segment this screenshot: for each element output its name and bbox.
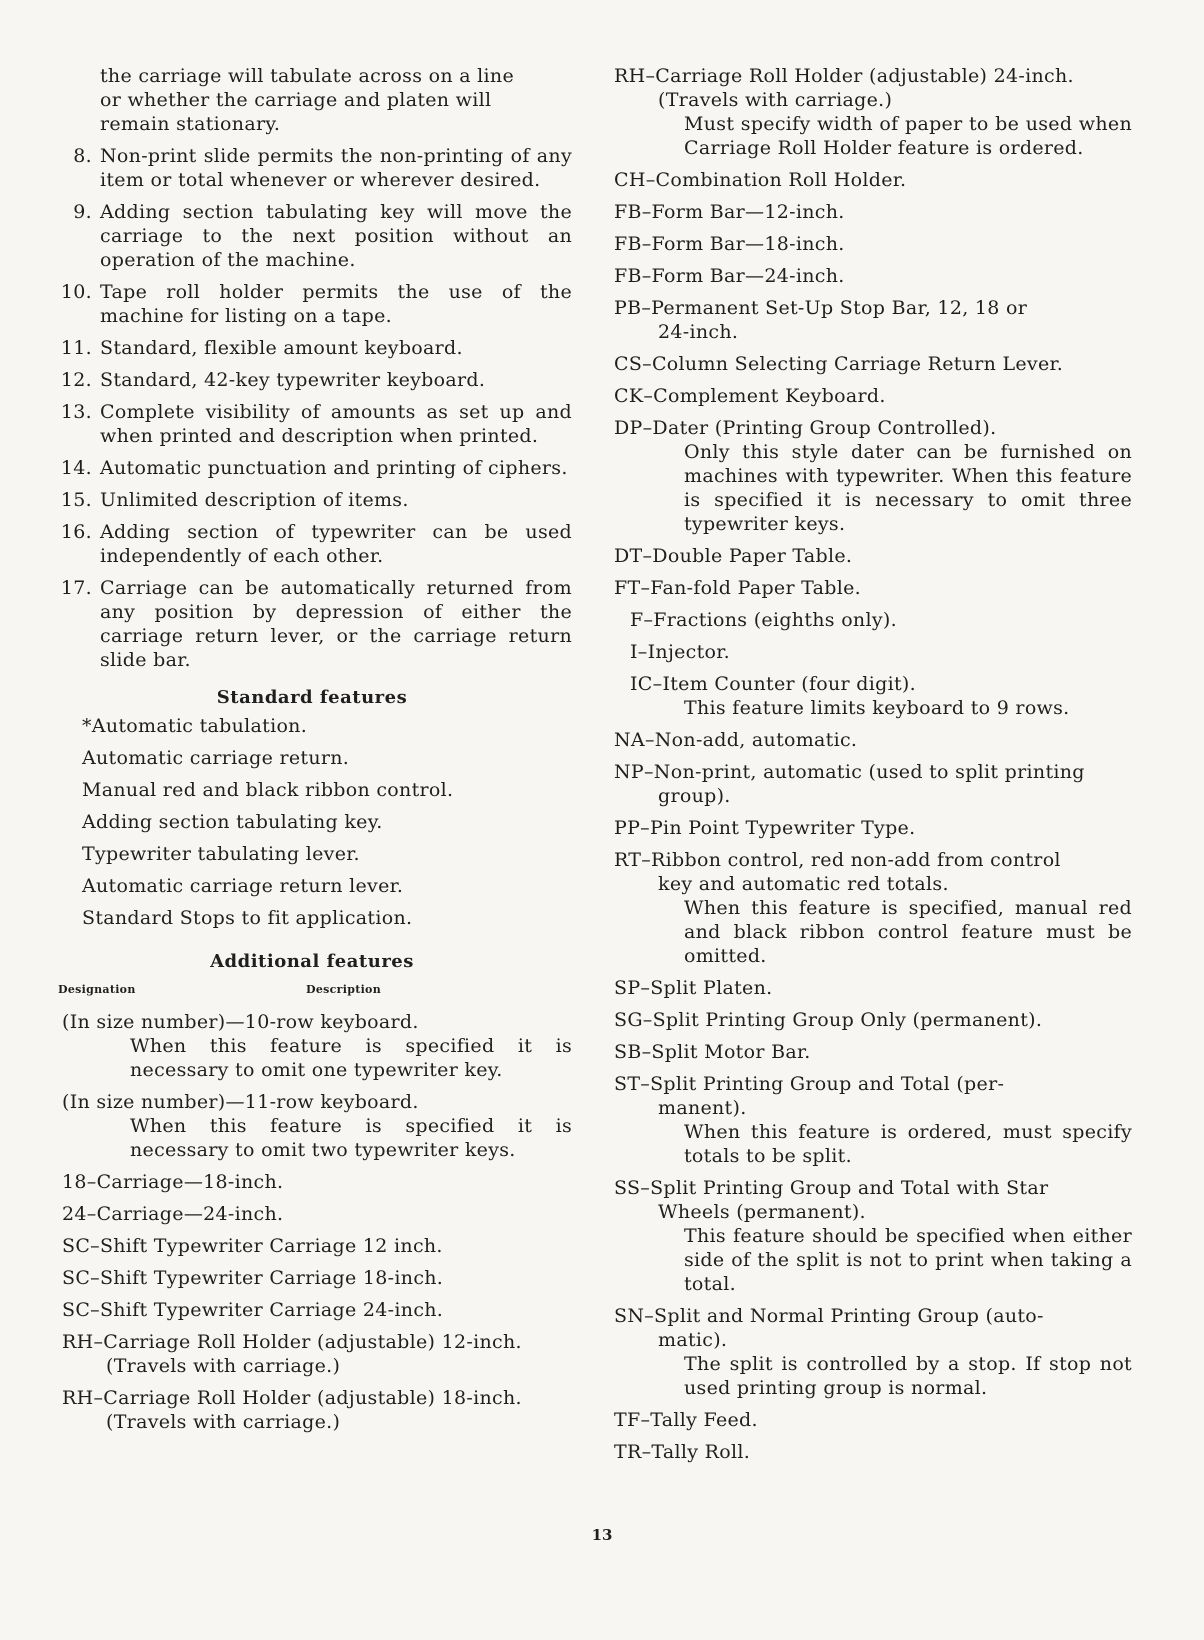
- feature-entry: [52, 1202, 572, 1226]
- list-item: [52, 280, 572, 328]
- list-item: [52, 336, 572, 360]
- feature-entry: [52, 1386, 572, 1434]
- item-number: 8.: [73, 145, 92, 167]
- intro-continuation: [52, 64, 572, 136]
- feature-note: When this feature is specified it is necessary to omit one typewriter key.: [130, 1035, 572, 1081]
- item-text: Standard, 42-key typewriter keyboard.: [100, 369, 486, 391]
- feature-designation: SC–Shift Typewriter Carriage 24-inch.: [62, 1299, 444, 1321]
- column-headings: [58, 978, 572, 1002]
- feature-entry: [612, 1304, 1132, 1400]
- feature-entry: [52, 1090, 572, 1162]
- feature-designation: NA–Non-add, automatic.: [614, 729, 858, 751]
- feature-note: Must specify width of paper to be used when Carriage Roll Holder feature is ordered.: [684, 113, 1132, 159]
- right-column: [612, 64, 1132, 1464]
- list-item: [52, 368, 572, 392]
- feature-entry: [612, 816, 1132, 840]
- feature-entry: [612, 1408, 1132, 1432]
- feature-entry: [52, 1170, 572, 1194]
- feature-entry: [612, 728, 1132, 752]
- feature-entry: [612, 672, 1132, 720]
- item-text: Adding section tabulating key will move the carriage to the next position without an operation of the machine.: [100, 201, 572, 271]
- feature-entry: [612, 760, 1132, 808]
- feature-entry: [612, 848, 1132, 968]
- feature-note: When this feature is ordered, must specify totals to be split.: [684, 1121, 1132, 1167]
- feature-continuation: (Travels with carriage.): [106, 1411, 341, 1433]
- standard-features-heading: Standard features: [216, 687, 408, 708]
- feature-entry: [612, 576, 1132, 600]
- standard-feature: Typewriter tabulating lever.: [82, 843, 360, 865]
- item-number: 14.: [60, 457, 92, 479]
- feature-designation: DT–Double Paper Table.: [614, 545, 853, 567]
- intro-line: or whether the carriage and platen will: [100, 89, 492, 111]
- feature-designation: 18–Carriage—18-inch.: [62, 1171, 284, 1193]
- feature-entry: [612, 608, 1132, 632]
- feature-entry: [612, 168, 1132, 192]
- standard-feature: Adding section tabulating key.: [82, 811, 383, 833]
- feature-designation: PB–Permanent Set-Up Stop Bar, 12, 18 or: [614, 297, 1028, 319]
- feature-designation: PP–Pin Point Typewriter Type.: [614, 817, 916, 839]
- feature-continuation: manent).: [658, 1097, 747, 1119]
- feature-designation: CS–Column Selecting Carriage Return Lever.: [614, 353, 1064, 375]
- item-number: 15.: [60, 489, 92, 511]
- feature-designation: SB–Split Motor Bar.: [614, 1041, 811, 1063]
- list-item: [52, 456, 572, 480]
- feature-entry: [612, 416, 1132, 536]
- feature-entry: [612, 976, 1132, 1000]
- feature-designation: 24–Carriage—24-inch.: [62, 1203, 284, 1225]
- feature-continuation: (Travels with carriage.): [658, 89, 893, 111]
- feature-designation: NP–Non-print, automatic (used to split printing: [614, 761, 1085, 783]
- standard-features-list: [52, 714, 572, 930]
- feature-entry: [52, 1266, 572, 1290]
- item-number: 17.: [60, 577, 92, 599]
- item-number: 12.: [60, 369, 92, 391]
- feature-continuation: (Travels with carriage.): [106, 1355, 341, 1377]
- feature-note: The split is controlled by a stop. If stop not used printing group is normal.: [684, 1353, 1132, 1399]
- feature-note: When this feature is specified, manual red and black ribbon control feature must be omitted.: [684, 897, 1132, 967]
- feature-entry: [612, 352, 1132, 376]
- feature-entry: [612, 232, 1132, 256]
- item-text: Complete visibility of amounts as set up and when printed and description when printed.: [100, 401, 572, 447]
- feature-designation: SG–Split Printing Group Only (permanent).: [614, 1009, 1043, 1031]
- feature-designation: CH–Combination Roll Holder.: [614, 169, 907, 191]
- item-text: Adding section of typewriter can be used independently of each other.: [100, 521, 572, 567]
- item-number: 16.: [60, 521, 92, 543]
- feature-entry: [612, 544, 1132, 568]
- feature-entry: [612, 1040, 1132, 1064]
- feature-designation: CK–Complement Keyboard.: [614, 385, 886, 407]
- feature-entry: [612, 640, 1132, 664]
- standard-feature: *Automatic tabulation.: [82, 715, 308, 737]
- standard-feature: Automatic carriage return.: [82, 747, 350, 769]
- item-text: Non-print slide permits the non-printing of any item or total whenever or wherever desired.: [100, 145, 572, 191]
- numbered-list: [52, 144, 572, 672]
- left-features-list: [52, 1010, 572, 1434]
- feature-note: Only this style dater can be furnished on machines with typewriter. When this feature is specified it is necessary to omit three typewriter keys.: [684, 441, 1132, 535]
- list-item: [52, 200, 572, 272]
- list-item: [52, 576, 572, 672]
- feature-continuation: 24-inch.: [658, 321, 739, 343]
- feature-designation: RH–Carriage Roll Holder (adjustable) 24-inch.: [614, 65, 1074, 87]
- designation-heading: Designation: [58, 983, 136, 996]
- feature-designation: SN–Split and Normal Printing Group (auto-: [614, 1305, 1044, 1327]
- standard-feature: Manual red and black ribbon control.: [82, 779, 454, 801]
- intro-line: remain stationary.: [100, 113, 281, 135]
- feature-designation: SP–Split Platen.: [614, 977, 773, 999]
- feature-designation: DP–Dater (Printing Group Controlled).: [614, 417, 997, 439]
- right-features-list: [612, 64, 1132, 1464]
- feature-designation: SC–Shift Typewriter Carriage 12 inch.: [62, 1235, 443, 1257]
- feature-entry: [52, 1010, 572, 1082]
- list-item: [52, 400, 572, 448]
- standard-feature: Automatic carriage return lever.: [82, 875, 404, 897]
- item-text: Standard, flexible amount keyboard.: [100, 337, 463, 359]
- feature-designation: SS–Split Printing Group and Total with Star: [614, 1177, 1049, 1199]
- feature-designation: SC–Shift Typewriter Carriage 18-inch.: [62, 1267, 444, 1289]
- feature-entry: [52, 1298, 572, 1322]
- item-text: Unlimited description of items.: [100, 489, 409, 511]
- feature-note: When this feature is specified it is necessary to omit two typewriter keys.: [130, 1115, 572, 1161]
- item-number: 9.: [73, 201, 92, 223]
- description-heading: Description: [306, 983, 381, 996]
- feature-designation: FB–Form Bar—12-inch.: [614, 201, 845, 223]
- item-number: 11.: [60, 337, 92, 359]
- feature-entry: [612, 264, 1132, 288]
- feature-designation: RH–Carriage Roll Holder (adjustable) 12-inch.: [62, 1331, 522, 1353]
- feature-continuation: matic).: [658, 1329, 728, 1351]
- feature-note: This feature limits keyboard to 9 rows.: [684, 697, 1070, 719]
- intro-line: the carriage will tabulate across on a line: [100, 65, 515, 87]
- feature-entry: [612, 1176, 1132, 1296]
- feature-designation: FT–Fan-fold Paper Table.: [614, 577, 862, 599]
- feature-designation: RT–Ribbon control, red non-add from control: [614, 849, 1061, 871]
- feature-continuation: group).: [658, 785, 731, 807]
- item-text: Carriage can be automatically returned from any position by depression of either the carriage return lever, or the carriage return slide bar.: [100, 577, 572, 671]
- feature-entry: [612, 1072, 1132, 1168]
- left-column: [52, 64, 572, 1434]
- feature-designation: (In size number)—11-row keyboard.: [62, 1091, 419, 1113]
- feature-designation: RH–Carriage Roll Holder (adjustable) 18-inch.: [62, 1387, 522, 1409]
- feature-designation: F–Fractions (eighths only).: [630, 609, 897, 631]
- feature-entry: [612, 64, 1132, 160]
- feature-entry: [612, 200, 1132, 224]
- additional-features-heading: Additional features: [210, 951, 414, 972]
- feature-designation: FB–Form Bar—18-inch.: [614, 233, 845, 255]
- feature-designation: ST–Split Printing Group and Total (per-: [614, 1073, 1005, 1095]
- list-item: [52, 520, 572, 568]
- feature-entry: [52, 1234, 572, 1258]
- feature-entry: [612, 384, 1132, 408]
- list-item: [52, 488, 572, 512]
- feature-note: This feature should be specified when either side of the split is not to print when taking a total.: [684, 1225, 1132, 1295]
- item-number: 10.: [60, 281, 92, 303]
- feature-entry: [612, 1008, 1132, 1032]
- list-item: [52, 144, 572, 192]
- feature-entry: [52, 1330, 572, 1378]
- feature-designation: TR–Tally Roll.: [614, 1441, 751, 1463]
- feature-continuation: Wheels (permanent).: [658, 1201, 866, 1223]
- page-number: 13: [591, 1526, 613, 1544]
- feature-designation: TF–Tally Feed.: [614, 1409, 758, 1431]
- feature-designation: (In size number)—10-row keyboard.: [62, 1011, 419, 1033]
- item-text: Tape roll holder permits the use of the machine for listing on a tape.: [100, 281, 572, 327]
- item-number: 13.: [60, 401, 92, 423]
- feature-entry: [612, 296, 1132, 344]
- feature-designation: IC–Item Counter (four digit).: [630, 673, 916, 695]
- feature-designation: FB–Form Bar—24-inch.: [614, 265, 845, 287]
- feature-designation: I–Injector.: [630, 641, 730, 663]
- item-text: Automatic punctuation and printing of ciphers.: [100, 457, 568, 479]
- standard-feature: Standard Stops to fit application.: [82, 907, 413, 929]
- feature-continuation: key and automatic red totals.: [658, 873, 949, 895]
- feature-entry: [612, 1440, 1132, 1464]
